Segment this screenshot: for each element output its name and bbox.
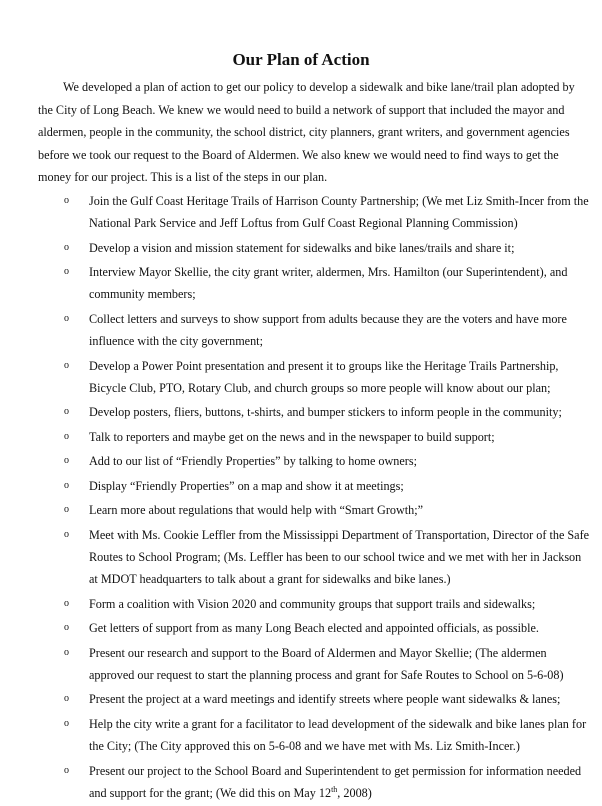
step-text: Learn more about regulations that would help with “Smart Growth;” xyxy=(89,503,424,518)
bullet-icon: o xyxy=(64,455,69,467)
bullet-icon: o xyxy=(64,479,69,491)
list-item xyxy=(0,593,602,615)
list-item xyxy=(0,524,602,591)
bullet-icon: o xyxy=(64,646,69,658)
list-item xyxy=(0,642,602,686)
step-text: Develop posters, fliers, buttons, t-shirts, and bumper stickers to inform people in the community; xyxy=(89,405,562,420)
step-text: Collect letters and surveys to show support from adults because they are the voters and have more influence with the city government; xyxy=(89,311,567,349)
bullet-icon: o xyxy=(64,504,69,516)
list-item xyxy=(0,401,602,423)
list-item xyxy=(0,688,602,710)
bullet-icon: o xyxy=(64,241,69,253)
list-item xyxy=(0,713,602,757)
list-item xyxy=(0,261,602,305)
list-item xyxy=(0,475,602,497)
step-text: Display “Friendly Properties” on a map and show it at meetings; xyxy=(89,478,404,493)
bullet-icon: o xyxy=(64,597,69,609)
step-text: Talk to reporters and maybe get on the news and in the newspaper to build support; xyxy=(89,429,495,444)
list-item xyxy=(0,450,602,472)
step-text-part: , 2008) xyxy=(337,785,372,800)
list-item xyxy=(0,237,602,259)
bullet-icon: o xyxy=(64,430,69,442)
bullet-icon: o xyxy=(64,764,69,776)
bullet-icon: o xyxy=(64,693,69,705)
step-text xyxy=(89,764,581,800)
list-item xyxy=(0,760,602,804)
list-item xyxy=(0,617,602,639)
step-text: Join the Gulf Coast Heritage Trails of Harrison County Partnership; (We met Liz Smith-Incer from the National Park Service and Jeff Loftus from Gulf Coast Regional Planning Commission) xyxy=(89,194,589,231)
step-text: Interview Mayor Skellie, the city grant writer, aldermen, Mrs. Hamilton (our Superintendent), and community members; xyxy=(89,265,568,302)
page-title: Our Plan of Action xyxy=(232,50,370,69)
list-item xyxy=(0,308,602,352)
steps-list xyxy=(0,190,602,806)
step-text-part: Present our project to the School Board and Superintendent to get permission for information needed and support for the grant; (We did this on May 12 xyxy=(89,763,582,800)
step-text: Form a coalition with Vision 2020 and community groups that support trails and sidewalks; xyxy=(89,596,536,611)
bullet-icon: o xyxy=(64,266,69,278)
step-text: Develop a vision and mission statement for sidewalks and bike lanes/trails and share it; xyxy=(89,240,515,255)
step-text: Present the project at a ward meetings and identify streets where people want sidewalks & lanes; xyxy=(89,692,561,707)
bullet-icon: o xyxy=(64,312,69,324)
list-item xyxy=(0,190,602,234)
intro-paragraph: We developed a plan of action to get our policy to develop a sidewalk and bike lane/trail plan adopted by the City of Long Beach. We knew we would need to build a network of support that included the mayor and aldermen, people in the community, the school district, city planners, grant writers, and government agencies before we took our request to the Board of Aldermen. We also knew we would need to find ways to get the money for our project. This is a list of the steps in our plan. xyxy=(38,80,575,185)
step-text: Add to our list of “Friendly Properties” by talking to home owners; xyxy=(89,454,417,469)
bullet-icon: o xyxy=(64,717,69,729)
step-text: Help the city write a grant for a facilitator to lead development of the sidewalk and bike lanes plan for the City; (The City approved this on 5-6-08 and we have met with Ms. Liz Smith-Incer.) xyxy=(89,716,587,754)
step-text: Meet with Ms. Cookie Leffler from the Mississippi Department of Transportation, Director of the Safe Routes to School Program; (Ms. Leffler has been to our school twice and we met with her in Jackson at MDOT headquarters to talk about a grant for sidewalks and bike lanes.) xyxy=(89,527,590,587)
bullet-icon: o xyxy=(64,622,69,634)
step-text: Present our research and support to the Board of Aldermen and Mayor Skellie; (The aldermen approved our request to start the planning process and grant for Safe Routes to School on 5-6-08) xyxy=(89,645,564,682)
ordinal-superscript: th xyxy=(331,784,338,794)
bullet-icon: o xyxy=(64,359,69,371)
list-item xyxy=(0,355,602,399)
step-text: Get letters of support from as many Long Beach elected and appointed officials, as possible. xyxy=(89,621,539,636)
bullet-icon: o xyxy=(64,406,69,418)
bullet-icon: o xyxy=(64,195,69,206)
bullet-icon: o xyxy=(64,528,69,540)
list-item xyxy=(0,499,602,521)
step-text: Develop a Power Point presentation and present it to groups like the Heritage Trails Partnership, Bicycle Club, PTO, Rotary Club, and church groups so more people will know about our plan; xyxy=(89,358,559,395)
list-item xyxy=(0,426,602,448)
